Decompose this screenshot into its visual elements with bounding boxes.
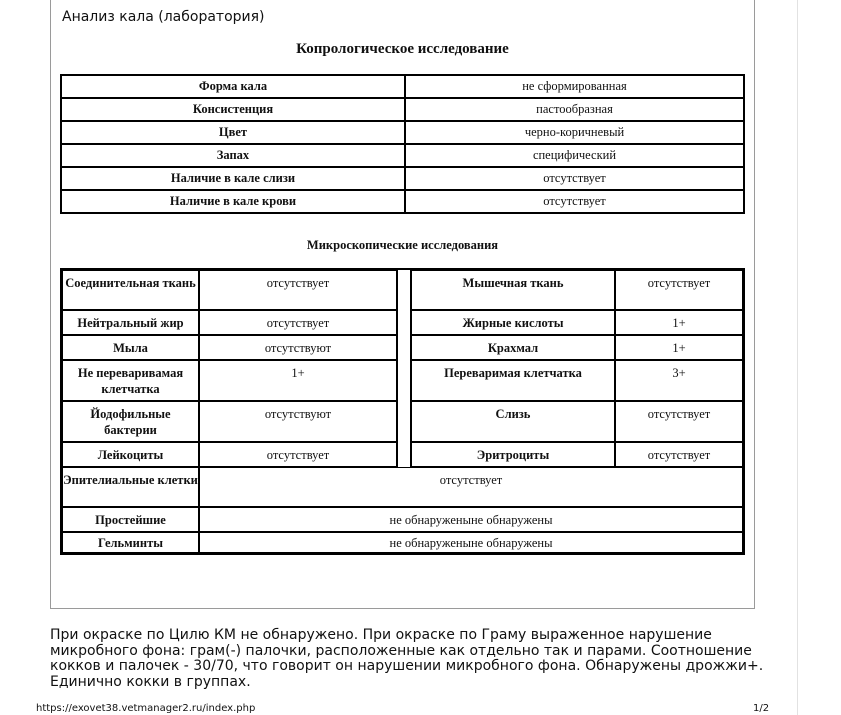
row-value: отсутствует bbox=[405, 167, 744, 190]
micro-full-label: Гельминты bbox=[62, 532, 199, 553]
table-row bbox=[61, 75, 744, 98]
row-label: Наличие в кале крови bbox=[61, 190, 405, 213]
footer-page-number: 1/2 bbox=[753, 703, 770, 714]
micro-left-value: отсутствует bbox=[199, 442, 397, 467]
table-row bbox=[61, 144, 744, 167]
coprology-table bbox=[60, 74, 745, 214]
viewer-scrollbar-edge bbox=[797, 0, 798, 715]
frame-right-border bbox=[754, 0, 755, 609]
micro-right-value: 3+ bbox=[615, 360, 743, 401]
column-gap-divider bbox=[410, 270, 411, 467]
row-value: черно-коричневый bbox=[405, 121, 744, 144]
micro-left-label: Йодофильные бактерии bbox=[62, 401, 199, 442]
microscopy-title: Микроскопические исследования bbox=[306, 238, 499, 252]
micro-right-label: Слизь bbox=[411, 401, 615, 442]
lab-comment: При окраске по Цилю КМ не обнаружено. При окраске по Граму выраженное нарушение микробного фона: грам(-) палочки, расположенные как отдельно так и парами. Соотношение кокков и палочек - 30/70, что говорит он нарушении микробного фона. Обнаружены дрожжи+. Единично кокки в группах. bbox=[50, 627, 764, 690]
micro-left-value: 1+ bbox=[199, 360, 397, 401]
row-value: пастообразная bbox=[405, 98, 744, 121]
row-value: отсутствует bbox=[405, 190, 744, 213]
row-value: специфический bbox=[405, 144, 744, 167]
micro-right-label: Эритроциты bbox=[411, 442, 615, 467]
micro-right-label: Мышечная ткань bbox=[411, 270, 615, 310]
micro-right-value: 1+ bbox=[615, 310, 743, 335]
micro-right-value: отсутствует bbox=[615, 270, 743, 310]
micro-left-value: отсутствует bbox=[199, 310, 397, 335]
row-label: Форма кала bbox=[61, 75, 405, 98]
frame-bottom-border bbox=[50, 608, 755, 609]
table-row bbox=[61, 98, 744, 121]
micro-left-label: Лейкоциты bbox=[62, 442, 199, 467]
micro-full-value: не обнаруженыне обнаружены bbox=[199, 532, 743, 553]
micro-right-label: Жирные кислоты bbox=[411, 310, 615, 335]
coprology-title: Копрологическое исследование bbox=[296, 41, 509, 57]
micro-right-value: отсутствует bbox=[615, 401, 743, 442]
micro-full-value: отсутствует bbox=[199, 467, 743, 507]
micro-left-label: Соединительная ткань bbox=[62, 270, 199, 310]
table-row bbox=[61, 167, 744, 190]
micro-right-value: отсутствует bbox=[615, 442, 743, 467]
micro-left-label: Мыла bbox=[62, 335, 199, 360]
micro-right-label: Переваримая клетчатка bbox=[411, 360, 615, 401]
micro-full-label: Простейшие bbox=[62, 507, 199, 532]
row-label: Наличие в кале слизи bbox=[61, 167, 405, 190]
micro-left-label: Не переваривамая клетчатка bbox=[62, 360, 199, 401]
row-value: не сформированная bbox=[405, 75, 744, 98]
column-gap-divider bbox=[397, 270, 398, 467]
row-label: Консистенция bbox=[61, 98, 405, 121]
micro-left-value: отсутствует bbox=[199, 270, 397, 310]
frame-left-border bbox=[50, 0, 51, 609]
table-row bbox=[61, 121, 744, 144]
micro-right-value: 1+ bbox=[615, 335, 743, 360]
row-label: Цвет bbox=[61, 121, 405, 144]
table-row bbox=[61, 190, 744, 213]
micro-left-value: отсутствуют bbox=[199, 401, 397, 442]
section-caption: Анализ кала (лаборатория) bbox=[62, 9, 265, 25]
micro-full-label: Эпителиальные клетки bbox=[62, 467, 199, 507]
micro-right-label: Крахмал bbox=[411, 335, 615, 360]
row-label: Запах bbox=[61, 144, 405, 167]
micro-left-label: Нейтральный жир bbox=[62, 310, 199, 335]
micro-full-value: не обнаруженыне обнаружены bbox=[199, 507, 743, 532]
micro-left-value: отсутствуют bbox=[199, 335, 397, 360]
microscopy-table bbox=[60, 268, 745, 555]
footer-url: https://exovet38.vetmanager2.ru/index.php bbox=[36, 703, 256, 714]
